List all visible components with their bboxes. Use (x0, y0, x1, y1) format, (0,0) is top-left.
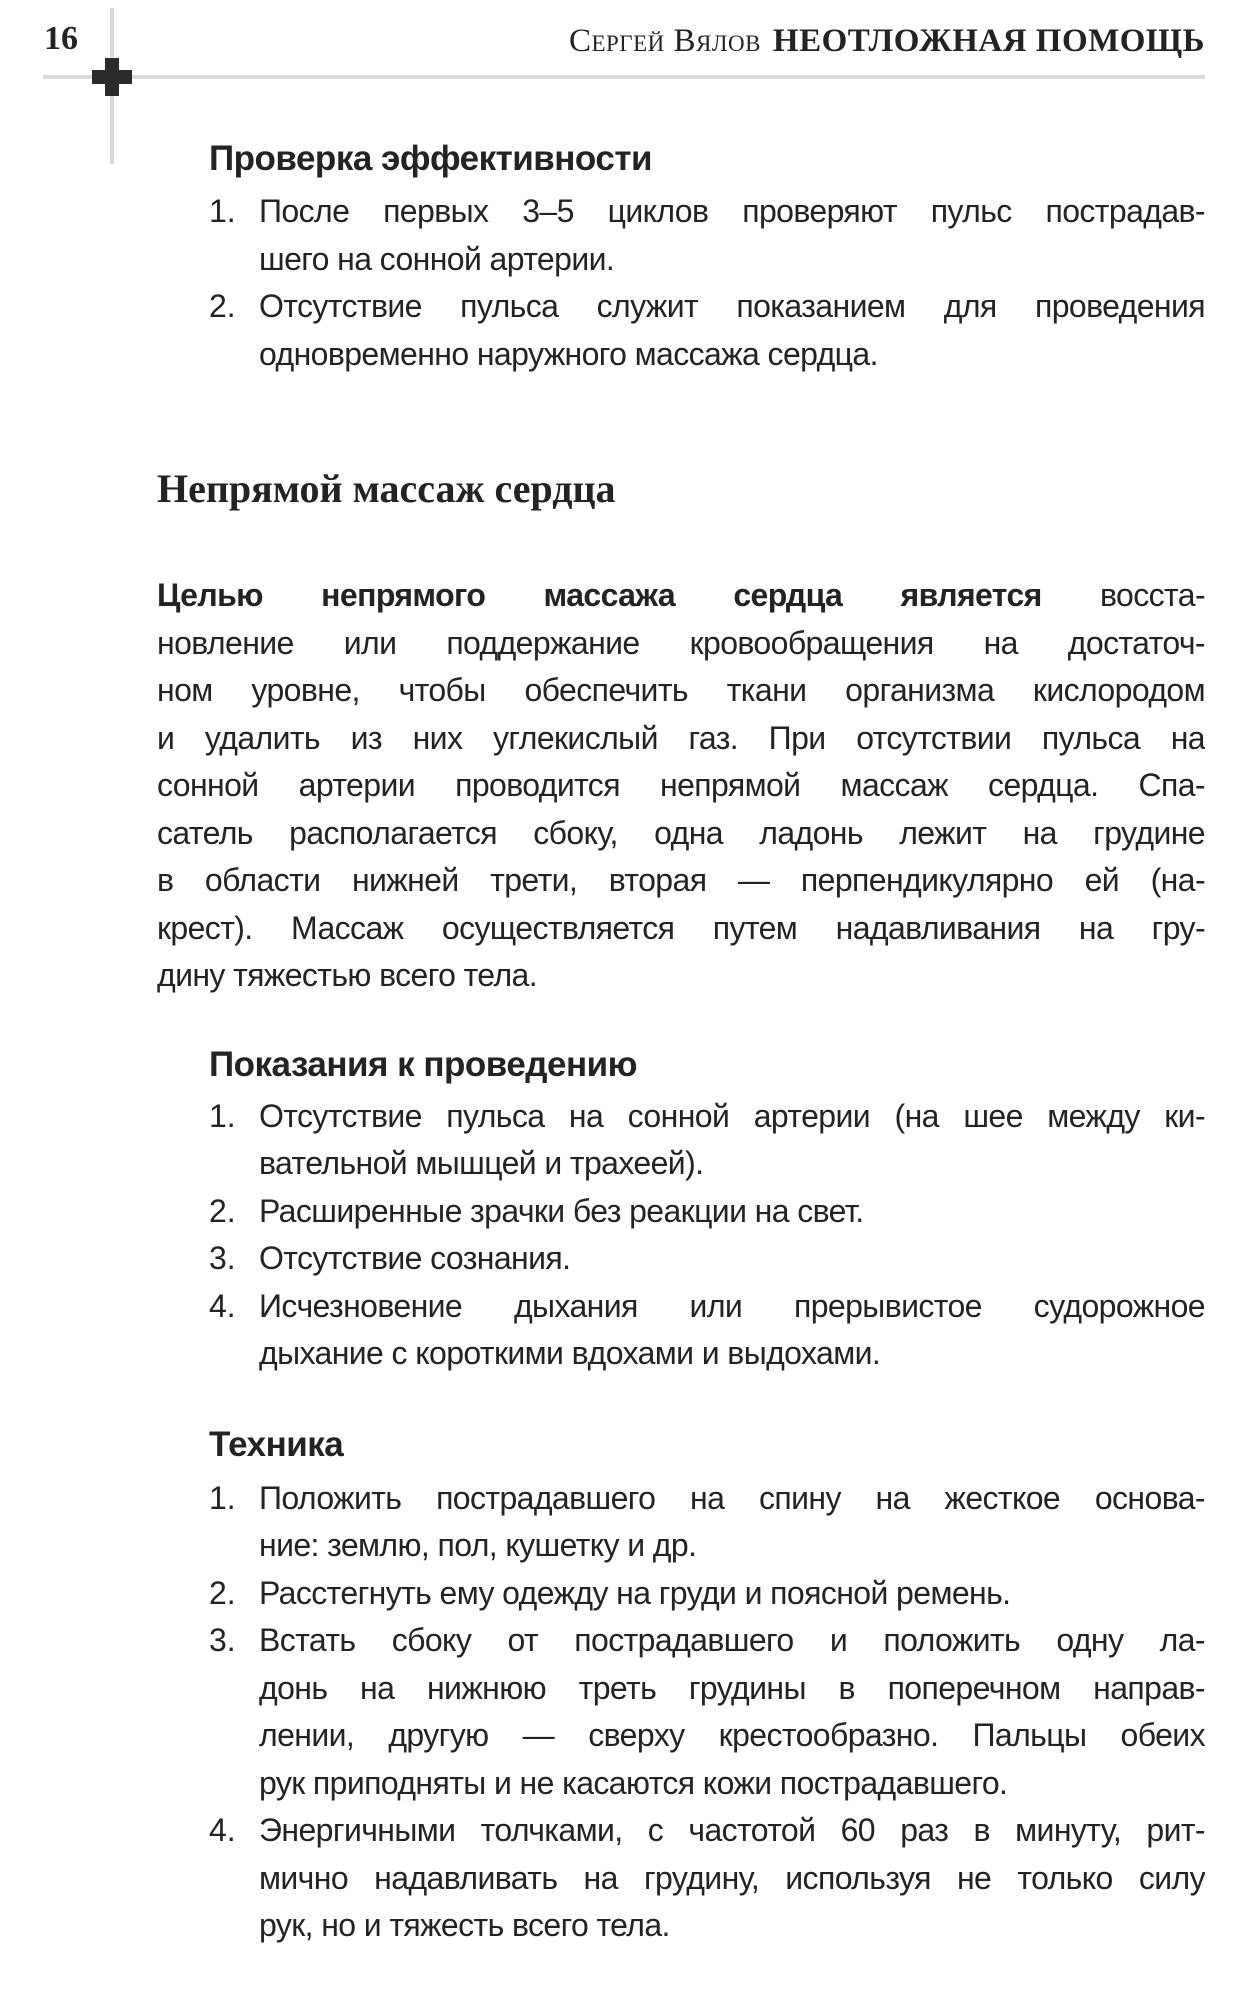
indications-list (209, 1093, 1205, 1378)
list-item-number: 3. (209, 1240, 236, 1276)
text-line (259, 1235, 1205, 1283)
list-item-number: 1. (209, 193, 236, 229)
text-segment: дину тяжестью всего тела. (157, 957, 538, 993)
text-line (259, 236, 1205, 284)
text-segment: рук, но и тяжесть всего тела. (259, 1907, 670, 1943)
effectiveness-list (209, 188, 1205, 378)
text-segment: новление или поддержание кровообращения на достаточ- (157, 624, 1205, 661)
section-indications (209, 1044, 1205, 1378)
text-segment: донь на нижнюю треть грудины в поперечном направ- (259, 1669, 1205, 1706)
text-line (259, 1522, 1205, 1570)
text-segment: дыхание с короткими вдохами и выдохами. (259, 1335, 881, 1371)
list-item (209, 1475, 1205, 1570)
text-line (259, 1617, 1205, 1665)
page-content (157, 0, 1205, 1950)
text-line (259, 1855, 1205, 1903)
text-line (259, 1807, 1205, 1855)
text-segment: ние: землю, пол, кушетку и др. (259, 1527, 697, 1563)
text-segment: Встать сбоку от пострадавшего и положить одну ла- (259, 1622, 1205, 1658)
text-line (259, 1330, 1205, 1378)
list-item-number: 2. (209, 288, 236, 324)
list-item (209, 1235, 1205, 1283)
chapter-paragraph (157, 572, 1205, 1000)
text-segment: одновременно наружного массажа сердца. (259, 335, 878, 372)
text-segment: сонной артерии проводится непрямой массаж сердца. Спа- (157, 767, 1205, 803)
text-line (157, 620, 1205, 668)
section-heading-technique: Техника (209, 1424, 344, 1464)
author-name: Сергей Вялов (568, 23, 761, 59)
text-segment: Расширенные зрачки без реакции на свет. (259, 1192, 864, 1229)
text-segment: рук приподняты и не касаются кожи пострадавшего. (259, 1764, 1008, 1801)
text-line (157, 715, 1205, 763)
section-heading-effectiveness: Проверка эффективности (209, 139, 652, 178)
text-line (259, 188, 1205, 236)
bold-text-segment: Целью непрямого массажа сердца является (157, 577, 1042, 613)
list-item (209, 1570, 1205, 1618)
list-item-text (259, 1807, 1205, 1950)
text-segment: восста- (1041, 577, 1205, 613)
text-segment: Отсутствие пульса на сонной артерии (на шее между ки- (259, 1097, 1205, 1134)
text-segment: Исчезновение дыхания или прерывистое судорожное (259, 1287, 1205, 1324)
section-effectiveness (209, 138, 1205, 378)
text-line (259, 1140, 1205, 1188)
text-line (157, 905, 1205, 953)
list-item (209, 188, 1205, 283)
text-segment: в области нижней трети, вторая — перпендикулярно ей (на- (157, 862, 1205, 898)
text-line (259, 283, 1205, 331)
text-line (259, 1475, 1205, 1523)
list-item-number: 2. (209, 1192, 236, 1229)
text-segment: Энергичными толчками, с частотой 60 раз в минуту, рит- (259, 1812, 1205, 1848)
chapter-heading: Непрямой массаж сердца (157, 466, 616, 511)
text-line (259, 1283, 1205, 1331)
text-line (157, 857, 1205, 905)
text-line (157, 762, 1205, 810)
text-segment: сатель располагается сбоку, одна ладонь лежит на грудине (157, 814, 1205, 851)
list-item (209, 1188, 1205, 1236)
text-segment: Отсутствие пульса служит показанием для проведения (259, 288, 1205, 324)
text-line (157, 952, 1205, 1000)
text-segment: крест). Массаж осуществляется путем надавливания на гру- (157, 909, 1205, 946)
section-technique (209, 1424, 1205, 1950)
list-item-number: 4. (209, 1812, 236, 1848)
list-item (209, 1093, 1205, 1188)
list-item-text (259, 1617, 1205, 1807)
list-item (209, 283, 1205, 378)
text-segment: Положить пострадавшего на спину на жесткое основа- (259, 1479, 1205, 1516)
list-item-number: 1. (209, 1097, 236, 1134)
technique-list (209, 1475, 1205, 1950)
text-segment: шего на сонной артерии. (259, 240, 615, 277)
list-item-number: 1. (209, 1479, 236, 1516)
text-line (157, 810, 1205, 858)
text-segment: лении, другую — сверху крестообразно. Пальцы обеих (259, 1717, 1205, 1753)
list-item-number: 3. (209, 1622, 236, 1658)
text-line (157, 667, 1205, 715)
text-segment: Расстегнуть ему одежду на груди и поясной ремень. (259, 1574, 1011, 1611)
text-segment: Отсутствие сознания. (259, 1240, 571, 1276)
list-item-text (259, 1570, 1205, 1618)
text-segment: ном уровне, чтобы обеспечить ткани организма кислородом (157, 672, 1205, 708)
text-line (259, 1665, 1205, 1713)
list-item-text (259, 1283, 1205, 1378)
text-segment: вательной мышцей и трахеей). (259, 1145, 704, 1181)
section-heading-indications: Показания к проведению (209, 1044, 638, 1084)
list-item-text (259, 1093, 1205, 1188)
page-number: 16 (44, 20, 78, 57)
text-segment: и удалить из них углекислый газ. При отсутствии пульса на (157, 719, 1205, 756)
text-line (157, 572, 1205, 620)
list-item-number: 4. (209, 1287, 236, 1324)
text-line (259, 1712, 1205, 1760)
registration-cross-mark (92, 58, 132, 96)
text-line (259, 1760, 1205, 1808)
text-line (259, 1902, 1205, 1950)
text-segment: После первых 3–5 циклов проверяют пульс пострадав- (259, 193, 1205, 229)
list-item (209, 1807, 1205, 1950)
list-item-text (259, 188, 1205, 283)
list-item-number: 2. (209, 1574, 236, 1611)
list-item-text (259, 283, 1205, 378)
list-item-text (259, 1475, 1205, 1570)
list-item (209, 1617, 1205, 1807)
text-line (259, 331, 1205, 379)
text-line (259, 1093, 1205, 1141)
list-item-text (259, 1188, 1205, 1236)
text-line (259, 1188, 1205, 1236)
list-item (209, 1283, 1205, 1378)
text-segment: мично надавливать на грудину, используя не только силу (259, 1859, 1205, 1896)
list-item-text (259, 1235, 1205, 1283)
book-title: НЕОТЛОЖНАЯ ПОМОЩЬ (772, 23, 1205, 59)
text-line (259, 1570, 1205, 1618)
